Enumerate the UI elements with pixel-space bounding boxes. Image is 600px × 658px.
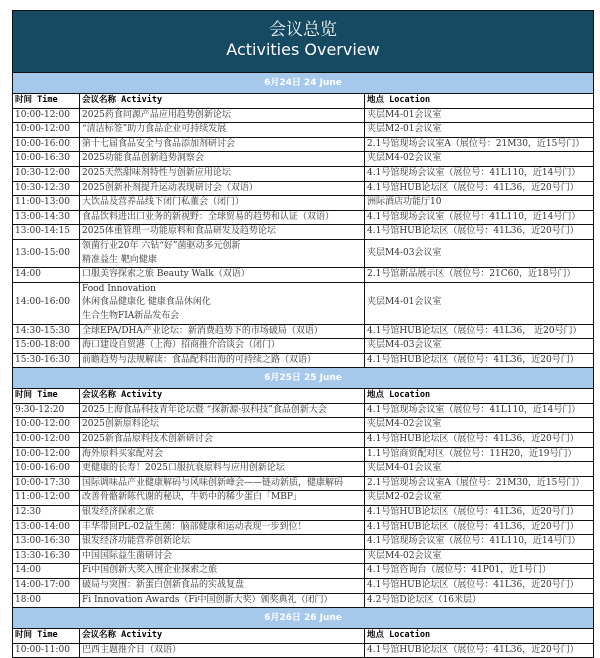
header-location: 地点 Location (367, 390, 431, 401)
table-row (13, 462, 593, 477)
activity-line: 改善骨骼新陈代谢的秘诀，牛奶中的稀少蛋白「MBP」 (82, 492, 302, 503)
activity-line: 银发经济功能营养创新论坛 (82, 536, 191, 547)
cell-activity (80, 404, 365, 418)
title-banner (13, 11, 593, 73)
cell-time: 13:00-14:15 (13, 225, 80, 239)
cell-time: 14:00 (13, 564, 80, 578)
title-english: Activities Overview (226, 40, 380, 59)
cell-activity (80, 418, 365, 432)
header-activity: 会议名称 Activity (80, 629, 365, 643)
activity-line: Fi Innovation Awards（Fi中国创新大奖）颁奖典礼（闭门） (82, 594, 333, 605)
activity-line: 2025上海食品科技青年论坛暨 “探新源·驭科技”食品创新大会 (82, 404, 327, 415)
cell-activity (80, 354, 365, 368)
cell-location: 4.1号馆HUB论坛区（展位号：41L36，近20号门） (367, 182, 579, 193)
activity-line: 国际调味品产业健康解码与风味创新峰会——链动新质，健康解码 (82, 477, 344, 488)
cell-location: 4.1号馆HUB论坛区（展位号：41L36，近20号门） (367, 521, 579, 532)
cell-activity (80, 339, 365, 353)
activity-line: 2025功能食品创新趋势洞察会 (82, 153, 204, 164)
cell-location: 4.1号馆HUB论坛区（展位号：41L36，近20号门） (367, 644, 579, 655)
cell-time: 10:00-17:30 (13, 477, 80, 491)
cell-activity (80, 550, 365, 564)
cell-time: 13:00-15:00 (13, 240, 80, 267)
activity-line: 第十七届食品安全与食品添加剂研讨会 (82, 138, 236, 149)
cell-time: 11:00-13:00 (13, 196, 80, 210)
cell-location: 2.1号馆现场会议室A（展位号：21M30，近15号门） (367, 138, 585, 149)
activity-line: 中国国际益生菌研讨会 (82, 550, 173, 561)
cell-activity (80, 477, 365, 491)
header-activity: 会议名称 Activity (80, 389, 365, 403)
table-row (13, 109, 593, 124)
cell-location: 4.1号馆HUB论坛区（展位号：41L36，近20号门） (367, 434, 579, 445)
activity-line: 2025新食品原料技术创新研讨会 (82, 434, 213, 445)
cell-location: 夹层M4-03会议室 (367, 247, 442, 258)
table-row (13, 535, 593, 550)
header-row (13, 629, 593, 644)
header-time: 时间 Time (13, 94, 80, 108)
cell-time: 10:30-12:00 (13, 167, 80, 181)
cell-location: 洲际酒店功能厅10 (367, 197, 442, 208)
activity-line: 食品饮料进出口业务的新视野：全球贸易的趋势和认证（双语） (82, 211, 335, 222)
cell-location: 4.1号馆HUB论坛区（展位号：41L36， 近20号门） (367, 325, 582, 336)
activity-line: 巴西主题推介日（双语） (82, 644, 182, 655)
cell-time: 10:00-16:30 (13, 152, 80, 166)
cell-location: 夹层M4-02会议室 (367, 550, 442, 561)
activity-line: 更健康的长寿！2025口服抗衰原料与应用创新论坛 (82, 463, 285, 474)
cell-activity (80, 506, 365, 520)
activity-line: “清洁标签”助力食品企业可持续发展 (82, 124, 227, 135)
cell-location: 2.1号馆现场会议室A（展位号：21M30，近15号门） (367, 477, 585, 488)
cell-location: 夹层M4-02会议室 (367, 153, 442, 164)
cell-location: 4.1号馆HUB论坛区（展位号：41L36，近20号门） (367, 226, 579, 237)
cell-time: 10:00-16:00 (13, 462, 80, 476)
cell-activity (80, 138, 365, 152)
activity-line: Fi中国创新大奖入围企业探索之旅 (82, 565, 218, 576)
table-row (13, 506, 593, 521)
header-activity: 会议名称 Activity (80, 94, 365, 108)
activity-line: 破局与突围：新蛋白创新食品的实战复盘 (82, 580, 245, 590)
table-row (13, 448, 593, 463)
table-row (13, 138, 593, 153)
activity-line: 生合生物FIA新品发布会 (82, 310, 180, 321)
activity-line: 领菌行业20年 六钻“好”菌驱动多元创新 (82, 240, 241, 251)
table-row (13, 196, 593, 211)
table-row (13, 225, 593, 240)
activity-line: 海外原料买家配对会 (82, 448, 164, 459)
activity-line: 前瞻趋势与法规解读：食品配料出海的可持续之路（双语） (82, 354, 317, 365)
table-row (13, 594, 593, 609)
activity-line: 2025天然甜味剂特性与创新应用论坛 (82, 167, 231, 178)
cell-time: 14:00-17:00 (13, 579, 80, 593)
cell-activity (80, 283, 365, 324)
header-time: 时间 Time (13, 629, 80, 643)
cell-activity (80, 225, 365, 239)
cell-location: 夹层M4-01会议室 (367, 463, 442, 474)
cell-time: 10:00-12:00 (13, 418, 80, 432)
cell-activity (80, 325, 365, 339)
cell-activity (80, 491, 365, 505)
cell-time: 14:30-15:30 (13, 325, 80, 339)
cell-location: 夹层M4-01会议室 (367, 109, 442, 120)
cell-time: 10:00-11:00 (13, 644, 80, 658)
table-row (13, 579, 593, 594)
header-row (13, 94, 593, 109)
cell-activity (80, 211, 365, 225)
activity-line: 银发经济探索之旅 (82, 507, 155, 518)
cell-location: 2.1号馆新品展示区（展位号：21C60，近18号门） (367, 269, 576, 280)
activity-line: Food Innovation (82, 283, 156, 294)
cell-activity (80, 594, 365, 608)
table-row (13, 325, 593, 340)
activity-line: 2025体重管理一功能原料和食品研发及趋势论坛 (82, 226, 276, 237)
table-row (13, 152, 593, 167)
table-row (13, 477, 593, 492)
cell-time: 9:30-12:20 (13, 404, 80, 418)
cell-activity (80, 448, 365, 462)
cell-time: 10:00-12:00 (13, 109, 80, 123)
table-row (13, 182, 593, 197)
table-row (13, 268, 593, 283)
table-row (13, 564, 593, 579)
table-row (13, 404, 593, 419)
cell-activity (80, 167, 365, 181)
cell-activity (80, 196, 365, 210)
header-location: 地点 Location (367, 95, 431, 105)
activity-line: 口服美容探索之旅 Beauty Walk（双语） (82, 269, 250, 280)
cell-time: 15:00-18:00 (13, 339, 80, 353)
cell-activity (80, 240, 365, 267)
table-row (13, 550, 593, 565)
activities-table (12, 10, 594, 658)
cell-activity (80, 109, 365, 123)
cell-location: 4.1号馆现场会议室（展位号：41L110，近14号门） (367, 536, 581, 547)
table-row (13, 418, 593, 433)
cell-activity (80, 433, 365, 447)
cell-location: 4.1号馆现场会议室（展位号：41L110，近14号门） (367, 404, 581, 415)
cell-location: 4.2号馆D论坛区（16米层） (367, 594, 481, 605)
cell-time: 10:00-12:00 (13, 448, 80, 462)
cell-location: 4.1号馆现场会议室（展位号：41L110，近14号门） (367, 167, 581, 178)
cell-activity (80, 535, 365, 549)
cell-location: 4.1号馆HUB论坛区（展位号：41L36，近20号门） (367, 507, 579, 518)
cell-location: 4.1号馆HUB论坛区（展位号：41L36，近20号门） (367, 354, 579, 365)
table-row (13, 521, 593, 536)
cell-time: 10:00-12:00 (13, 123, 80, 137)
activity-line: 2025创新原料论坛 (82, 419, 159, 430)
activity-line: 全球EPA/DHA产业论坛：新消费趋势下的市场破局（双语） (82, 325, 323, 336)
cell-time: 13:00-14:30 (13, 211, 80, 225)
table-row (13, 240, 593, 268)
cell-location: 夹层M4-01会议室 (367, 297, 442, 308)
table-row (13, 433, 593, 448)
cell-time: 11:00-12:00 (13, 491, 80, 505)
table-row (13, 339, 593, 354)
cell-activity (80, 462, 365, 476)
cell-time: 15:30-16:30 (13, 354, 80, 368)
date-bar: 6月25日 25 June (13, 368, 593, 389)
title-chinese: 会议总览 (269, 20, 337, 40)
table-row (13, 644, 593, 658)
cell-location: 夹层M2-02会议室 (367, 492, 442, 503)
cell-time: 10:30-12:30 (13, 182, 80, 196)
header-time: 时间 Time (13, 389, 80, 403)
activity-line: 海口建设自贸港（上海）招商推介洽谈会（闭门） (82, 340, 281, 351)
cell-time: 18:00 (13, 594, 80, 608)
cell-location: 4.1号馆咨询台（展位号：41P01，近1号门） (367, 565, 551, 576)
cell-location: 1.1号馆商贸配对区（展位号：11H20，近19号门） (367, 448, 577, 459)
table-row (13, 167, 593, 182)
activity-line: 休闲食品健康化 健康食品休闲化 (82, 297, 211, 308)
cell-time: 13:30-16:30 (13, 550, 80, 564)
activity-line: 丰华带回PL-02益生菌：脑部健康和运动表现一步到位！ (82, 521, 307, 532)
cell-location: 4.1号馆HUB论坛区（展位号：41L36，近20号门） (367, 580, 579, 590)
header-location: 地点 Location (367, 630, 431, 641)
cell-time: 13:00-16:30 (13, 535, 80, 549)
cell-location: 4.1号馆现场会议室（展位号：41L110，近14号门） (367, 211, 581, 222)
table-row (13, 354, 593, 369)
table-row (13, 491, 593, 506)
cell-activity (80, 564, 365, 578)
cell-location: 夹层M2-01会议室 (367, 124, 442, 135)
table-row (13, 283, 593, 325)
cell-activity (80, 268, 365, 282)
activity-line: 精准益生 靶向健康 (82, 254, 157, 265)
table-row (13, 123, 593, 138)
cell-location: 夹层M4-03会议室 (367, 340, 442, 351)
cell-activity (80, 152, 365, 166)
cell-activity (80, 521, 365, 535)
activity-line: 2025药食同源产品应用趋势创新论坛 (82, 109, 231, 120)
cell-activity (80, 123, 365, 137)
cell-location: 夹层M4-02会议室 (367, 419, 442, 430)
cell-time: 14:00 (13, 268, 80, 282)
cell-time: 10:00-16:00 (13, 138, 80, 152)
activity-line: 大饮品及营养品线下闭门私董会（闭门） (82, 197, 245, 208)
cell-time: 12:30 (13, 506, 80, 520)
table-row (13, 211, 593, 226)
date-bar: 6月26日 26 June (13, 608, 593, 629)
cell-time: 14:00-16:00 (13, 283, 80, 324)
cell-time: 13:00-14:00 (13, 521, 80, 535)
cell-activity (80, 579, 365, 593)
activity-line: 2025创新补剂提升运动表现研讨会（双语） (82, 182, 258, 193)
date-bar: 6月24日 24 June (13, 73, 593, 94)
cell-time: 10:00-12:00 (13, 433, 80, 447)
cell-activity (80, 182, 365, 196)
header-row (13, 389, 593, 404)
cell-activity (80, 644, 365, 658)
